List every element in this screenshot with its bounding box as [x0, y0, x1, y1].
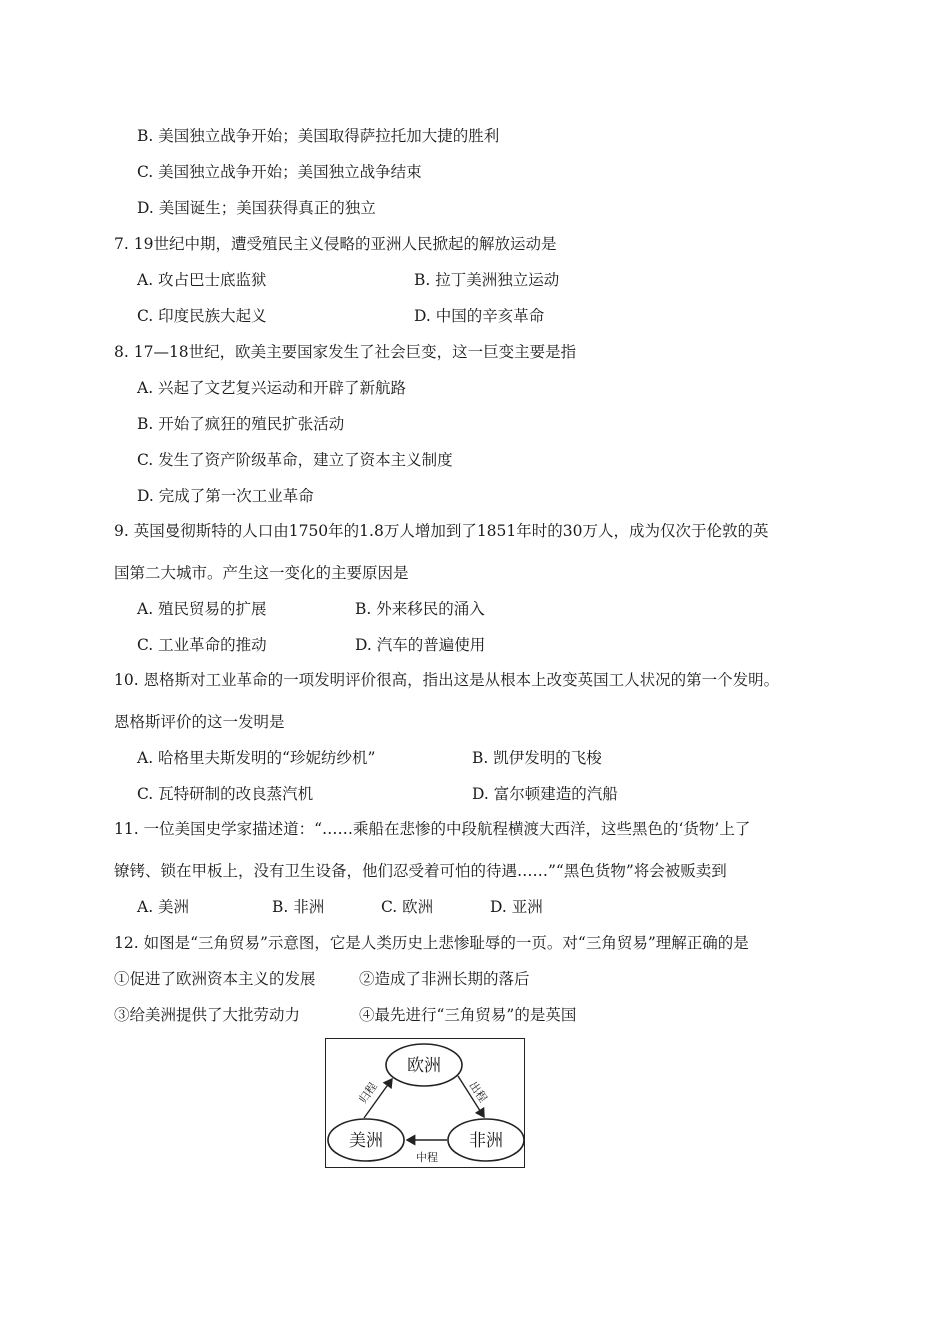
- q7-option-b: B. 拉丁美洲独立运动: [414, 271, 560, 289]
- q11-option-a: A. 美洲: [137, 898, 190, 916]
- triangle-trade-svg: [326, 1039, 526, 1169]
- q11-stem-line-2: 镣铐、锁在甲板上，没有卫生设备，他们忍受着可怕的待遇……”“黑色货物”将会被贩卖到: [114, 862, 727, 880]
- q10-option-b: B. 凯伊发明的飞梭: [472, 749, 602, 767]
- q11-option-b: B. 非洲: [272, 898, 325, 916]
- q7-option-d: D. 中国的辛亥革命: [414, 307, 545, 325]
- q11-stem-line-1: 11. 一位美国史学家描述道：“……乘船在悲惨的中段航程横渡大西洋，这些黑色的‘货物’上了: [114, 820, 751, 838]
- q10-stem-line-2: 恩格斯评价的这一发明是: [114, 713, 285, 731]
- triangle-trade-diagram: [325, 1038, 525, 1168]
- q9-stem-line-1: 9. 英国曼彻斯特的人口由1750年的1.8万人增加到了1851年时的30万人，成为仅次于伦敦的英: [114, 522, 769, 540]
- outbound-label: 出程: [466, 1079, 490, 1105]
- q11-option-d: D. 亚洲: [490, 898, 543, 916]
- q12-item-4: ④最先进行“三角贸易”的是英国: [359, 1006, 577, 1024]
- africa-label: 非洲: [469, 1131, 503, 1151]
- q9-option-d: D. 汽车的普遍使用: [355, 636, 486, 654]
- q9-option-b: B. 外来移民的涌入: [355, 600, 485, 618]
- q9-stem-line-2: 国第二大城市。产生这一变化的主要原因是: [114, 564, 409, 582]
- q9-option-c: C. 工业革命的推动: [137, 636, 267, 654]
- q7-stem: 7. 19世纪中期，遭受殖民主义侵略的亚洲人民掀起的解放运动是: [114, 235, 557, 253]
- q9-option-a: A. 殖民贸易的扩展: [137, 600, 267, 618]
- q10-option-a: A. 哈格里夫斯发明的“珍妮纺纱机”: [137, 749, 376, 767]
- q7-option-c: C. 印度民族大起义: [137, 307, 267, 325]
- q8-option-c: C. 发生了资产阶级革命，建立了资本主义制度: [137, 451, 453, 469]
- europe-label: 欧洲: [407, 1056, 441, 1076]
- q8-option-b: B. 开始了疯狂的殖民扩张活动: [137, 415, 345, 433]
- q8-option-a: A. 兴起了文艺复兴运动和开辟了新航路: [137, 379, 407, 397]
- q11-option-c: C. 欧洲: [381, 898, 434, 916]
- q6-option-c: C. 美国独立战争开始；美国独立战争结束: [137, 163, 422, 181]
- return-label: 归程: [356, 1080, 380, 1106]
- q6-option-d: D. 美国诞生；美国获得真正的独立: [137, 199, 376, 217]
- q8-option-d: D. 完成了第一次工业革命: [137, 487, 314, 505]
- q12-stem: 12. 如图是“三角贸易”示意图，它是人类历史上悲惨耻辱的一页。对“三角贸易”理解正确的是: [114, 934, 749, 952]
- middle-label: 中程: [416, 1151, 438, 1164]
- q12-item-1: ①促进了欧洲资本主义的发展: [114, 970, 316, 988]
- q7-option-a: A. 攻占巴士底监狱: [137, 271, 267, 289]
- q12-item-2: ②造成了非洲长期的落后: [359, 970, 530, 988]
- q10-stem-line-1: 10. 恩格斯对工业革命的一项发明评价很高，指出这是从根本上改变英国工人状况的第一个发明。: [114, 671, 780, 689]
- q8-stem: 8. 17—18世纪，欧美主要国家发生了社会巨变，这一巨变主要是指: [114, 343, 577, 361]
- q6-option-b: B. 美国独立战争开始；美国取得萨拉托加大捷的胜利: [137, 127, 500, 145]
- q10-option-c: C. 瓦特研制的改良蒸汽机: [137, 785, 314, 803]
- q12-item-3: ③给美洲提供了大批劳动力: [114, 1006, 301, 1024]
- america-label: 美洲: [349, 1131, 383, 1151]
- q10-option-d: D. 富尔顿建造的汽船: [472, 785, 618, 803]
